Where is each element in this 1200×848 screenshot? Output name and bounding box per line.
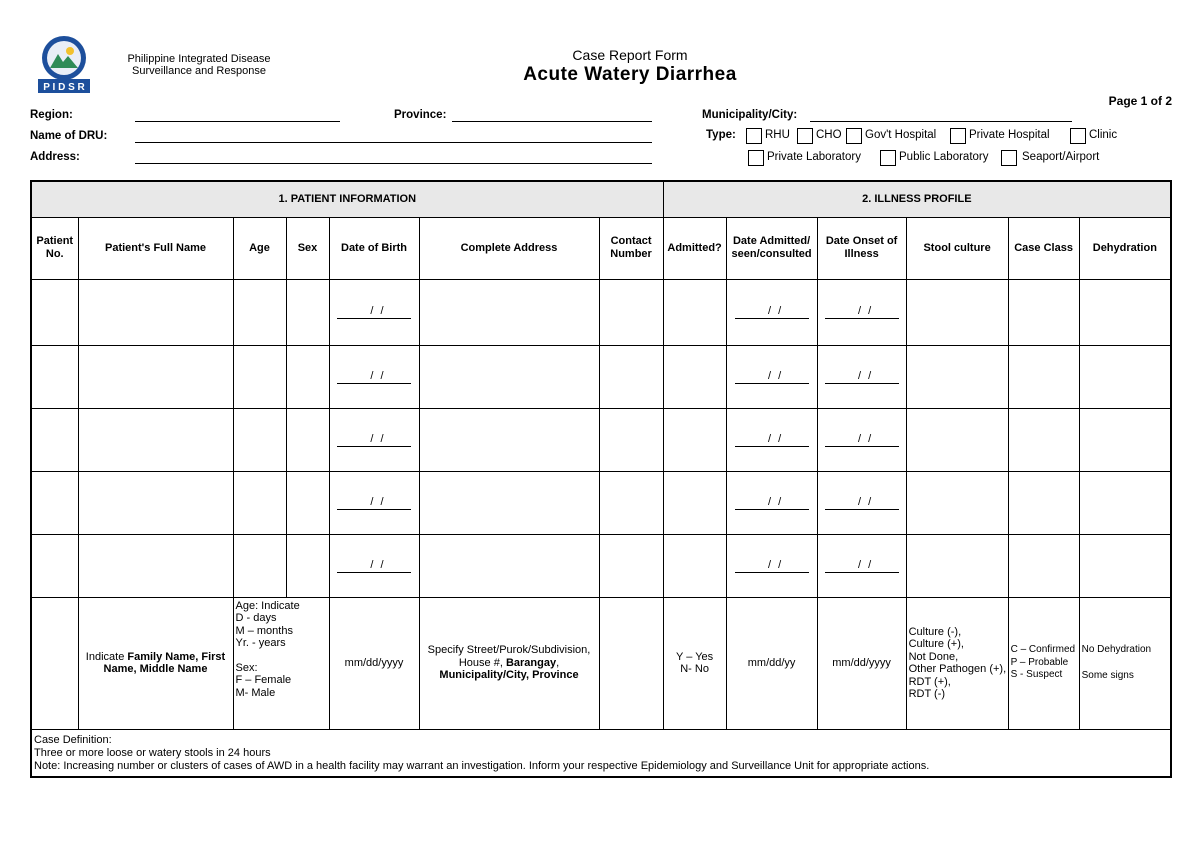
- guide-stool-option: RDT (-): [908, 688, 946, 700]
- guide-name-bold: Family Name, First Name, Middle Name: [103, 650, 226, 675]
- dehydration-cell[interactable]: [1079, 471, 1171, 534]
- date-onset-cell[interactable]: [817, 408, 906, 471]
- org-line-1: Philippine Integrated Disease: [127, 53, 271, 65]
- date-blank: / /: [337, 433, 411, 447]
- checkbox-private-laboratory[interactable]: [748, 150, 764, 166]
- guide-stool-option: Culture (+),: [908, 638, 964, 650]
- patient-no-cell[interactable]: [31, 534, 78, 597]
- age-cell[interactable]: [233, 279, 286, 345]
- stool-cell[interactable]: [906, 279, 1008, 345]
- guide-stool-option: Not Done,: [908, 650, 959, 663]
- guide-patient-no: [31, 597, 78, 729]
- guide-case-class-option: S - Suspect: [1010, 669, 1063, 681]
- guide-address-municipality: Municipality/City, Province: [439, 669, 579, 682]
- type-seaport-airport-label: Seaport/Airport: [1022, 151, 1100, 163]
- checkbox-public-laboratory[interactable]: [880, 150, 896, 166]
- date-blank: / /: [825, 433, 899, 447]
- stool-cell[interactable]: [906, 345, 1008, 408]
- checkbox-clinic[interactable]: [1070, 128, 1086, 144]
- date-blank: / /: [735, 370, 809, 384]
- type-rhu-label: RHU: [765, 129, 790, 141]
- province-label: Province:: [394, 109, 447, 121]
- checkbox-govt-hospital[interactable]: [846, 128, 862, 144]
- type-clinic-label: Clinic: [1089, 129, 1118, 141]
- dehydration-cell[interactable]: [1079, 408, 1171, 471]
- col-complete-address: Complete Address: [419, 217, 599, 279]
- address-label: Address:: [30, 151, 80, 163]
- dru-label: Name of DRU:: [30, 130, 108, 142]
- guide-full-name: [78, 597, 233, 729]
- case-class-cell[interactable]: [1008, 408, 1079, 471]
- guide-age-sex: [233, 597, 329, 729]
- type-govt-hospital-label: Gov't Hospital: [865, 129, 937, 141]
- contact-cell[interactable]: [599, 471, 663, 534]
- date-blank: / /: [337, 305, 411, 319]
- contact-cell[interactable]: [599, 345, 663, 408]
- case-report-table: [30, 180, 1172, 778]
- admitted-cell[interactable]: [663, 345, 726, 408]
- guide-age-line: M – months: [235, 624, 293, 637]
- full-name-cell[interactable]: [78, 408, 233, 471]
- checkbox-seaport-airport[interactable]: [1001, 150, 1017, 166]
- municipality-label: Municipality/City:: [702, 109, 798, 121]
- guide-stool: [906, 597, 1008, 729]
- date-blank: / /: [337, 559, 411, 573]
- col-admitted: Admitted?: [663, 217, 726, 279]
- address-cell[interactable]: [419, 534, 599, 597]
- case-definition-title: Case Definition:: [34, 733, 112, 746]
- dob-cell[interactable]: [329, 534, 419, 597]
- sex-cell[interactable]: [286, 345, 329, 408]
- guide-stool-option: Other Pathogen (+),: [908, 663, 1007, 675]
- date-blank: / /: [735, 433, 809, 447]
- dehydration-cell[interactable]: [1079, 534, 1171, 597]
- guide-age-line: Age: Indicate: [235, 599, 300, 612]
- sex-cell[interactable]: [286, 279, 329, 345]
- type-label: Type:: [706, 129, 736, 141]
- case-class-cell[interactable]: [1008, 534, 1079, 597]
- sex-cell[interactable]: [286, 534, 329, 597]
- address-cell[interactable]: [419, 279, 599, 345]
- guide-date-onset: mm/dd/yyyy: [817, 597, 906, 729]
- region-label: Region:: [30, 109, 73, 121]
- col-dehydration: Dehydration: [1079, 217, 1171, 279]
- col-case-class: Case Class: [1008, 217, 1079, 279]
- date-admitted-cell[interactable]: [726, 408, 817, 471]
- dob-cell[interactable]: [329, 408, 419, 471]
- col-age: Age: [233, 217, 286, 279]
- org-line-2: Surveillance and Response: [132, 65, 266, 77]
- case-class-cell[interactable]: [1008, 279, 1079, 345]
- guide-case-class-option: P – Probable: [1010, 656, 1069, 668]
- date-onset-cell[interactable]: [817, 534, 906, 597]
- guide-dehydration: [1079, 597, 1171, 729]
- guide-admitted-yes: Y – Yes: [676, 650, 714, 663]
- age-cell[interactable]: [233, 408, 286, 471]
- patient-no-cell[interactable]: [31, 345, 78, 408]
- table-row: [31, 471, 1171, 534]
- contact-cell[interactable]: [599, 279, 663, 345]
- date-admitted-cell[interactable]: [726, 471, 817, 534]
- date-blank: / /: [825, 305, 899, 319]
- date-admitted-cell[interactable]: [726, 534, 817, 597]
- col-contact-number: Contact Number: [599, 217, 663, 279]
- dob-cell[interactable]: [329, 471, 419, 534]
- case-class-cell[interactable]: [1008, 345, 1079, 408]
- footer-row: [31, 729, 1171, 777]
- guide-sex-line: Sex:: [235, 661, 258, 674]
- address-cell[interactable]: [419, 345, 599, 408]
- address-field[interactable]: [135, 163, 652, 164]
- pidsr-logo: [30, 34, 98, 94]
- date-blank: / /: [825, 370, 899, 384]
- guide-admitted: [663, 597, 726, 729]
- patient-no-cell[interactable]: [31, 408, 78, 471]
- municipality-field[interactable]: [810, 121, 1072, 122]
- age-cell[interactable]: [233, 534, 286, 597]
- guide-date-admitted: mm/dd/yy: [726, 597, 817, 729]
- checkbox-rhu[interactable]: [746, 128, 762, 144]
- dehydration-cell[interactable]: [1079, 345, 1171, 408]
- section-illness-profile: 2. ILLNESS PROFILE: [663, 181, 1171, 217]
- guide-age-line: D - days: [235, 612, 277, 624]
- address-cell[interactable]: [419, 408, 599, 471]
- checkbox-cho[interactable]: [797, 128, 813, 144]
- guide-dob: mm/dd/yyyy: [329, 597, 419, 729]
- admitted-cell[interactable]: [663, 471, 726, 534]
- col-date-admitted: Date Admitted/ seen/consulted: [726, 217, 817, 279]
- date-onset-cell[interactable]: [817, 471, 906, 534]
- patient-no-cell[interactable]: [31, 279, 78, 345]
- table-row: [31, 345, 1171, 408]
- date-blank: / /: [735, 559, 809, 573]
- date-admitted-cell[interactable]: [726, 345, 817, 408]
- guide-dehydration-option: No Dehydration: [1081, 643, 1152, 655]
- guide-row: [31, 597, 1171, 729]
- admitted-cell[interactable]: [663, 534, 726, 597]
- table-row: [31, 279, 1171, 345]
- guide-address: [419, 597, 599, 729]
- sex-cell[interactable]: [286, 408, 329, 471]
- address-cell[interactable]: [419, 471, 599, 534]
- patient-no-cell[interactable]: [31, 471, 78, 534]
- col-full-name: Patient's Full Name: [78, 217, 233, 279]
- age-cell[interactable]: [233, 345, 286, 408]
- case-definition-text: Three or more loose or watery stools in 24 hours: [34, 746, 271, 759]
- guide-dehydration-gap: [1082, 656, 1171, 670]
- full-name-cell[interactable]: [78, 534, 233, 597]
- guide-address-sep: ,: [556, 656, 560, 669]
- date-blank: / /: [825, 559, 899, 573]
- guide-sex-line: F – Female: [235, 674, 292, 686]
- form-heading: [430, 47, 830, 87]
- guide-sex-line: M- Male: [235, 686, 276, 699]
- organization-name: [110, 53, 288, 77]
- contact-cell[interactable]: [599, 534, 663, 597]
- date-blank: / /: [735, 496, 809, 510]
- guide-admitted-no: N- No: [680, 663, 709, 675]
- province-field[interactable]: [452, 121, 652, 122]
- dob-cell[interactable]: [329, 345, 419, 408]
- guide-age-gap: [236, 650, 329, 662]
- guide-dehydration-option: Some signs: [1081, 670, 1134, 681]
- dehydration-cell[interactable]: [1079, 279, 1171, 345]
- contact-cell[interactable]: [599, 408, 663, 471]
- date-onset-cell[interactable]: [817, 279, 906, 345]
- sex-cell[interactable]: [286, 471, 329, 534]
- guide-stool-option: RDT (+),: [908, 675, 951, 688]
- guide-stool-option: Culture (-),: [908, 625, 962, 638]
- col-patient-no: Patient No.: [31, 217, 78, 279]
- date-blank: / /: [337, 496, 411, 510]
- stool-cell[interactable]: [906, 471, 1008, 534]
- col-stool-culture: Stool culture: [906, 217, 1008, 279]
- date-blank: / /: [825, 496, 899, 510]
- guide-age-line: Yr. - years: [235, 637, 286, 649]
- stool-cell[interactable]: [906, 408, 1008, 471]
- full-name-cell[interactable]: [78, 279, 233, 345]
- col-date-of-birth: Date of Birth: [329, 217, 419, 279]
- logo-text: P I D S R: [43, 82, 85, 93]
- dru-field[interactable]: [135, 142, 652, 143]
- guide-address-prefix: Specify Street/Purok/Subdivision, House #,: [427, 644, 591, 669]
- col-date-onset: Date Onset of Illness: [817, 217, 906, 279]
- admitted-cell[interactable]: [663, 279, 726, 345]
- page-number: Page 1 of 2: [1108, 94, 1172, 108]
- guide-case-class-option: C – Confirmed: [1010, 644, 1076, 656]
- type-private-laboratory-label: Private Laboratory: [767, 151, 861, 163]
- col-sex: Sex: [286, 217, 329, 279]
- stool-cell[interactable]: [906, 534, 1008, 597]
- checkbox-private-hospital[interactable]: [950, 128, 966, 144]
- case-definition: [31, 729, 1171, 777]
- case-definition-note: Note: Increasing number or clusters of cases of AWD in a health facility may warrant an investigation. Inform your respective Epidemiology and Surveillance Unit for appropriate actions.: [34, 759, 930, 772]
- date-blank: / /: [735, 305, 809, 319]
- guide-case-class: [1008, 597, 1079, 729]
- table-row: [31, 534, 1171, 597]
- type-public-laboratory-label: Public Laboratory: [899, 151, 989, 163]
- case-class-cell[interactable]: [1008, 471, 1079, 534]
- guide-address-barangay: Barangay: [505, 656, 557, 669]
- age-cell[interactable]: [233, 471, 286, 534]
- form-subtitle: Case Report Form: [572, 47, 688, 63]
- admitted-cell[interactable]: [663, 408, 726, 471]
- date-onset-cell[interactable]: [817, 345, 906, 408]
- type-cho-label: CHO: [816, 129, 842, 141]
- section-patient-information: 1. PATIENT INFORMATION: [31, 181, 663, 217]
- dob-cell[interactable]: [329, 279, 419, 345]
- form-title: Acute Watery Diarrhea: [523, 64, 737, 85]
- full-name-cell[interactable]: [78, 471, 233, 534]
- date-admitted-cell[interactable]: [726, 279, 817, 345]
- guide-contact: [599, 597, 663, 729]
- table-row: [31, 408, 1171, 471]
- guide-name-prefix: Indicate: [85, 650, 128, 663]
- date-blank: / /: [337, 370, 411, 384]
- type-private-hospital-label: Private Hospital: [969, 129, 1050, 141]
- region-field[interactable]: [135, 121, 340, 122]
- full-name-cell[interactable]: [78, 345, 233, 408]
